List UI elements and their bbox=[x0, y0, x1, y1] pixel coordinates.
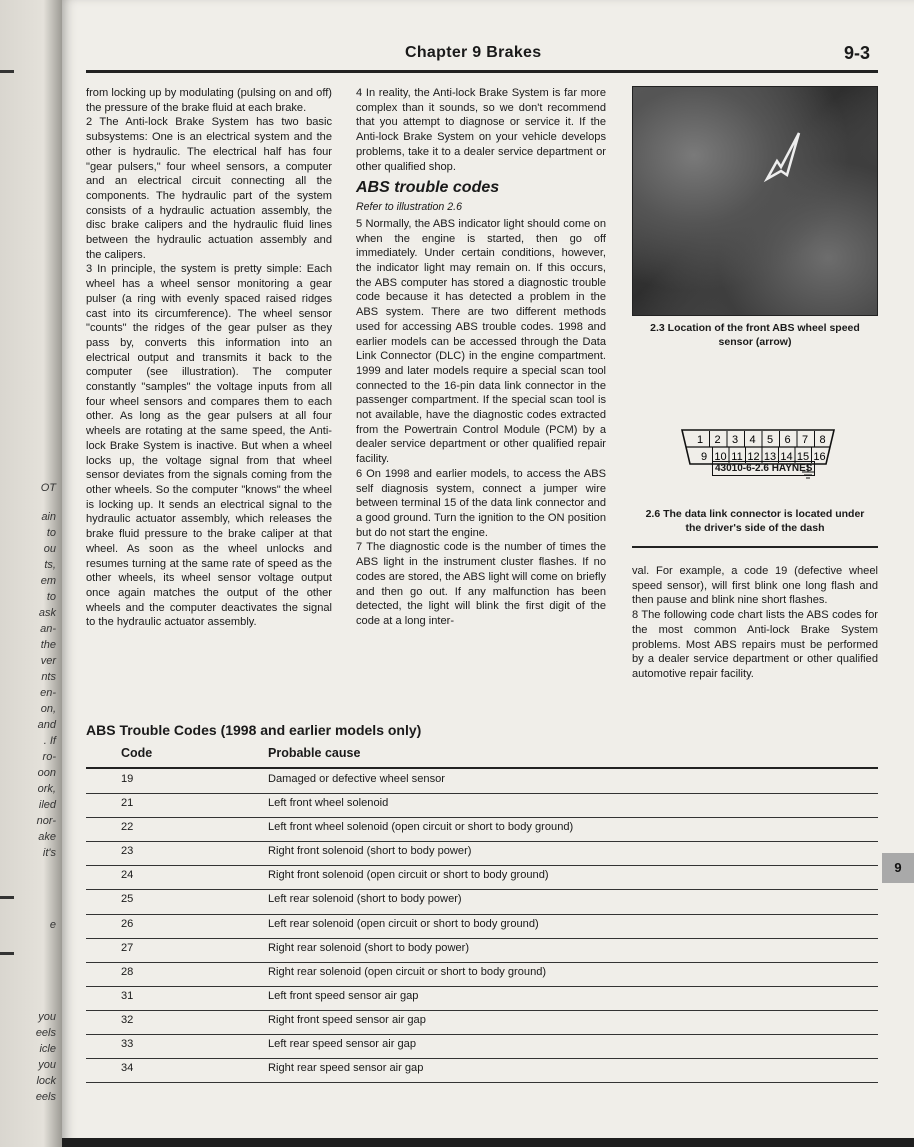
paragraph: 6 On 1998 and earlier models, to access the ABS self diagnosis system, connect a jumper wire between terminal 15 of the data link connector and a good ground. Turn the ignition to the ON position but do not start the engine. bbox=[356, 467, 606, 539]
section-title: ABS trouble codes bbox=[356, 179, 500, 197]
pin-label: 5 bbox=[766, 434, 774, 446]
pin-label: 7 bbox=[801, 434, 809, 446]
code-cell: 33 bbox=[121, 1038, 134, 1051]
cause-cell: Left rear solenoid (short to body power) bbox=[268, 893, 462, 906]
page-bottom-edge bbox=[62, 1138, 914, 1147]
table-row bbox=[86, 1011, 878, 1035]
margin-fragment: to bbox=[46, 527, 56, 539]
table-row bbox=[86, 1035, 878, 1059]
paragraph: 5 Normally, the ABS indicator light should come on when the engine is started, then go off immediately. Under certain conditions, however, the indicator light may remain on. If this occurs, the ABS computer has stored a diagnostic trouble code because it has detected a problem in the ABS system. There are two different methods used for accessing ABS trouble codes. 1998 and earlier models can be accessed through the Data Link Connector (DLC) in the engine compartment. 1999 and later models require a special scan tool connected to the 16-pin data link connector in the passenger compartment. If the special scan tool is not available, have the diagnostic codes extracted from the Powertrain Control Module (PCM) by a dealer service department or other qualified repair facility. bbox=[356, 217, 606, 466]
code-cell: 25 bbox=[121, 893, 134, 906]
header-rule bbox=[86, 70, 878, 73]
pin-label: 10 bbox=[714, 451, 727, 463]
margin-fragment: ake bbox=[38, 831, 56, 843]
caption-rule bbox=[632, 546, 878, 548]
text-column-2 bbox=[356, 86, 606, 629]
paragraph: 4 In reality, the Anti-lock Brake System is far more complex than it sounds, so we don't recommend that you attempt to diagnose or service it. If the Anti-lock Brake System on your vehicle develops problems, take it to a dealer service department or other qualified shop. bbox=[356, 87, 606, 173]
text-column-1 bbox=[86, 86, 332, 630]
pin-label: 15 bbox=[796, 451, 810, 463]
haynes-ref-code: 43010-6-2.6 HAYNES bbox=[712, 461, 815, 476]
page-number: 9-3 bbox=[844, 43, 871, 63]
margin-fragment: to bbox=[46, 591, 56, 603]
code-cell: 21 bbox=[121, 797, 134, 810]
code-cell: 22 bbox=[121, 821, 134, 834]
code-cell: 26 bbox=[121, 917, 134, 930]
chapter-tab: 9 bbox=[882, 853, 914, 883]
table-row bbox=[86, 1059, 878, 1083]
table-row bbox=[86, 866, 878, 890]
margin-fragment: and bbox=[37, 719, 56, 731]
paragraph: 3 In principle, the system is pretty simple: Each wheel has a wheel sensor monitoring a gear pulser (a ring with evenly spaced raised ridges cast into its circumference). The wheel sensor "counts" the ridges of the gear pulser as they pass by, converts this information into an electrical output and transmits it back to the computer (see illustration). The computer constantly "samples" the voltage inputs from all four wheel sensors and compares them to each other. As long as the gear pulsers at all four wheels are rotating at the same speed, the Anti-lock Brake System is inactive. But when a wheel locks up, the voltage signal from that wheel sensor deviates from the signals coming from the other wheels. So the computer "knows" the wheel is locking up. It sends an electrical signal to the hydraulic actuator assembly, which releases the brake fluid pressure to the brake caliper at that wheel. As soon as the wheel unlocks and resumes turning at the same rate of speed as the other wheels, its wheel sensor voltage output once again matches the output of the other wheels and the computer deactivates the signal to the hydraulic actuator assembly. bbox=[86, 263, 332, 629]
pin-label: 13 bbox=[763, 451, 777, 463]
cause-cell: Left front wheel solenoid bbox=[268, 797, 389, 810]
table-title: ABS Trouble Codes (1998 and earlier models only) bbox=[86, 722, 422, 738]
pin-label: 1 bbox=[696, 434, 704, 446]
margin-fragment: en- bbox=[40, 687, 56, 699]
margin-fragment: iled bbox=[38, 799, 56, 811]
margin-fragment: the bbox=[40, 639, 56, 651]
pin-label: 16 bbox=[813, 451, 826, 463]
pin-label: 9 bbox=[700, 451, 708, 463]
margin-fragment: ain bbox=[41, 511, 56, 523]
table-row bbox=[86, 890, 878, 914]
margin-rule bbox=[0, 70, 14, 73]
cause-cell: Right front speed sensor air gap bbox=[268, 1013, 426, 1026]
pin-label: 2 bbox=[714, 434, 721, 446]
cause-cell: Left rear solenoid (open circuit or short to body ground) bbox=[268, 917, 539, 930]
pin-label: 12 bbox=[747, 451, 760, 463]
figure-caption: 2.6 The data link connector is located under the driver's side of the dash bbox=[645, 508, 865, 534]
column-header-code: Code bbox=[121, 746, 153, 760]
cause-cell: Right front solenoid (open circuit or short to body ground) bbox=[268, 869, 549, 882]
margin-fragment: eels bbox=[35, 1091, 56, 1103]
table-header-rule bbox=[86, 767, 878, 769]
paragraph: 7 The diagnostic code is the number of times the ABS light in the instrument cluster flashes. If no codes are stored, the ABS light will come on briefly and then go out. If any malfunction has been detected, the light will blink the first digit of the code at a long inter- bbox=[356, 541, 606, 627]
code-cell: 28 bbox=[121, 965, 134, 978]
illustration-reference: Refer to illustration 2.6 bbox=[356, 201, 462, 214]
cause-cell: Right rear speed sensor air gap bbox=[268, 1062, 424, 1075]
margin-fragment: OT bbox=[40, 482, 56, 494]
pointer-arrow-icon bbox=[751, 127, 811, 187]
margin-fragment: it's bbox=[42, 847, 56, 859]
table-row bbox=[86, 818, 878, 842]
paragraph: from locking up by modulating (pulsing on and off) the pressure of the brake fluid at each brake. bbox=[86, 87, 332, 114]
margin-fragment: you bbox=[38, 1011, 56, 1023]
table-row bbox=[86, 770, 878, 794]
cause-cell: Right rear solenoid (short to body power) bbox=[268, 941, 470, 954]
cause-cell: Damaged or defective wheel sensor bbox=[268, 773, 445, 785]
paragraph: 8 The following code chart lists the ABS codes for the most common Anti-lock Brake System problems. Most ABS repairs must be performed by a dealer service department or other qualified automotive repair facility. bbox=[632, 609, 878, 680]
margin-fragment: ou bbox=[43, 543, 56, 555]
pin-label: 3 bbox=[731, 434, 739, 446]
margin-fragment: em bbox=[40, 575, 56, 587]
margin-fragment: nor- bbox=[36, 815, 56, 827]
margin-fragment: ask bbox=[38, 607, 56, 619]
margin-fragment: you bbox=[38, 1059, 56, 1071]
pin-label: 11 bbox=[731, 451, 743, 463]
margin-fragment: ork, bbox=[37, 783, 56, 795]
code-cell: 24 bbox=[121, 869, 134, 882]
pin-label: 14 bbox=[780, 451, 793, 463]
adjacent-page-edge bbox=[0, 0, 62, 1147]
table-row bbox=[86, 963, 878, 987]
pin-label: 6 bbox=[784, 434, 791, 446]
wheel-sensor-photo bbox=[632, 86, 878, 316]
table-row bbox=[86, 794, 878, 818]
code-cell: 23 bbox=[121, 845, 134, 858]
text-column-3 bbox=[632, 564, 878, 682]
trouble-code-table bbox=[86, 770, 878, 1083]
margin-fragment: on, bbox=[40, 703, 56, 715]
margin-fragment: lock bbox=[36, 1075, 56, 1087]
table-row bbox=[86, 939, 878, 963]
code-cell: 27 bbox=[121, 941, 134, 954]
cause-cell: Right front solenoid (short to body power) bbox=[268, 845, 472, 858]
margin-fragment: oon bbox=[37, 767, 56, 779]
table-row bbox=[86, 915, 878, 939]
paragraph: 2 The Anti-lock Brake System has two basic subsystems: One is an electrical system and the other is hydraulic. The electrical half has four "gear pulsers," four wheel sensors, a computer and an electrical circuit connecting all the components. The hydraulic part of the system consists of a hydraulic actuation assembly, the disc brake calipers and the hydraulic fluid lines between the hydraulic actuation assembly and the calipers. bbox=[86, 116, 332, 261]
margin-fragment: eels bbox=[35, 1027, 56, 1039]
margin-fragment: . If bbox=[43, 735, 56, 747]
code-cell: 32 bbox=[121, 1013, 134, 1026]
margin-fragment: an- bbox=[40, 623, 56, 635]
table-row bbox=[86, 842, 878, 866]
figure-caption: 2.3 Location of the front ABS wheel speed sensor (arrow) bbox=[650, 322, 860, 348]
cause-cell: Left rear speed sensor air gap bbox=[268, 1038, 417, 1051]
code-cell: 19 bbox=[121, 773, 134, 785]
margin-rule bbox=[0, 952, 14, 955]
margin-fragment: ro- bbox=[42, 751, 56, 763]
code-cell: 31 bbox=[121, 989, 134, 1002]
cause-cell: Left front wheel solenoid (open circuit or short to body ground) bbox=[268, 821, 574, 834]
margin-fragment: ts, bbox=[44, 559, 56, 571]
column-header-cause: Probable cause bbox=[268, 746, 361, 760]
chapter-heading: Chapter 9 Brakes bbox=[405, 44, 542, 61]
margin-fragment: nts bbox=[41, 671, 56, 683]
cause-cell: Left front speed sensor air gap bbox=[268, 989, 419, 1002]
pin-label: 4 bbox=[749, 434, 756, 446]
cause-cell: Right rear solenoid (open circuit or short to body ground) bbox=[268, 965, 547, 978]
margin-fragment: e bbox=[49, 919, 56, 931]
code-cell: 34 bbox=[121, 1062, 134, 1075]
margin-fragment: ver bbox=[40, 655, 56, 667]
margin-rule bbox=[0, 896, 14, 899]
pin-label: 8 bbox=[819, 434, 826, 446]
paragraph: val. For example, a code 19 (defective wheel speed sensor), will first blink one long flash and then pause and blink nine short flashes. bbox=[632, 565, 878, 607]
margin-fragment: icle bbox=[39, 1043, 56, 1055]
table-row bbox=[86, 987, 878, 1011]
